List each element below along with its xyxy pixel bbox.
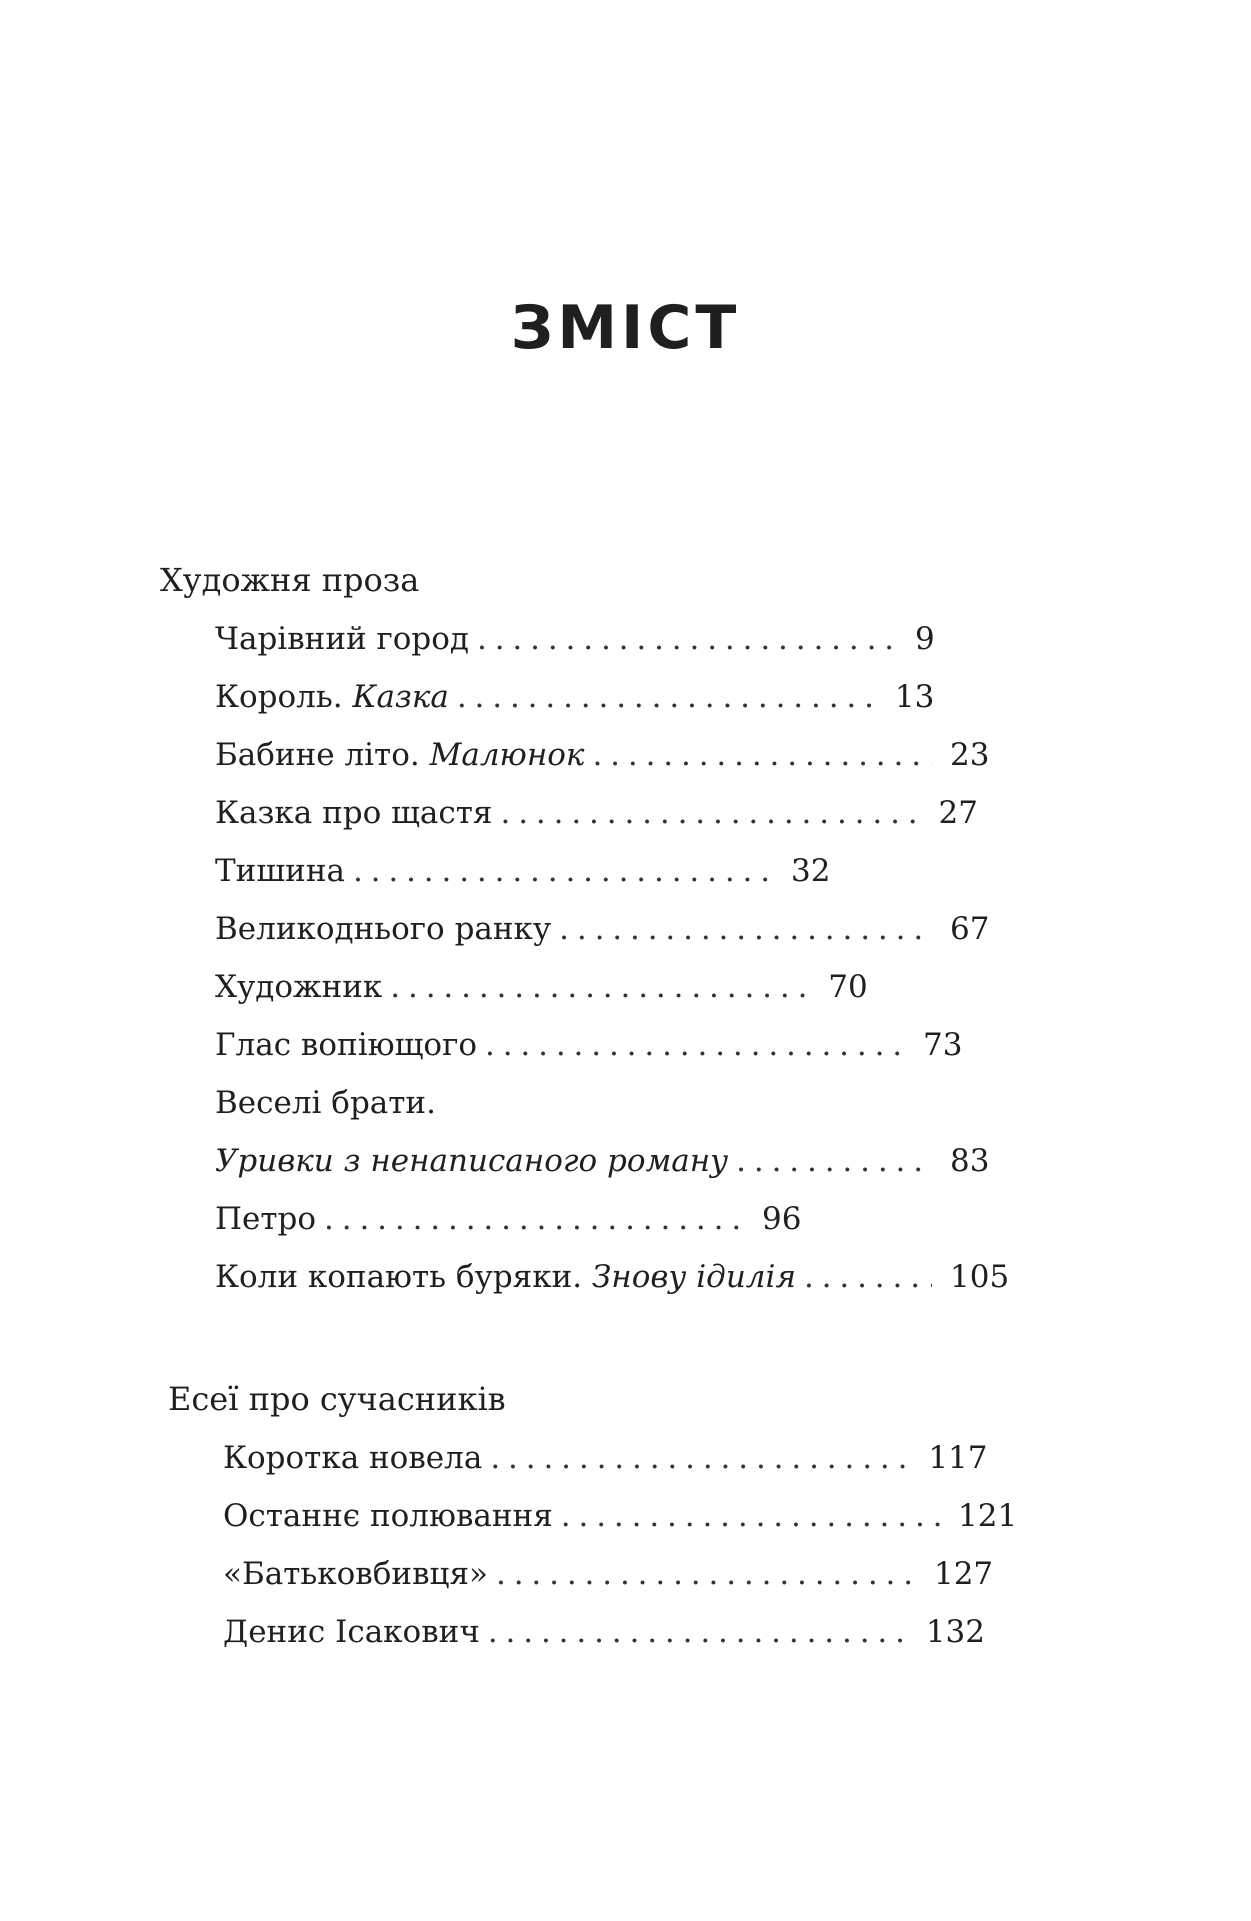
page-number: 121 — [958, 1498, 1018, 1534]
entry-title: Чарівний город — [215, 621, 469, 657]
toc-entry[interactable] — [215, 610, 1040, 668]
toc-section-fiction — [160, 556, 1040, 1306]
entry-title: Денис Ісакович — [223, 1614, 480, 1650]
page-number: 27 — [938, 795, 978, 831]
entry-title: Останнє полювання — [223, 1498, 553, 1534]
toc-entry[interactable] — [223, 1487, 1048, 1545]
entry-title: Бабине літо. — [215, 737, 420, 773]
toc-entry[interactable] — [215, 668, 1040, 726]
dot-leader — [592, 726, 932, 784]
entry-title: Казка про щастя — [215, 795, 493, 831]
entry-subtitle: Казка — [352, 679, 449, 715]
toc-entry[interactable] — [215, 958, 1040, 1016]
page-number: 70 — [828, 969, 868, 1005]
page-title: ЗМІСТ — [510, 293, 741, 363]
page-number: 67 — [950, 911, 990, 947]
dot-leader — [501, 784, 921, 842]
dot-leader — [390, 958, 810, 1016]
toc-entry[interactable] — [215, 900, 1040, 958]
dot-leader — [353, 842, 773, 900]
toc-entry[interactable] — [215, 1190, 1040, 1248]
section-heading: Художня проза — [160, 561, 420, 599]
page-number: 132 — [925, 1614, 985, 1650]
entry-title: Тишина — [215, 853, 345, 889]
dot-leader — [457, 668, 877, 726]
dot-leader — [561, 1487, 940, 1545]
toc-list — [160, 610, 1040, 1306]
dot-leader — [496, 1545, 916, 1603]
toc-list — [168, 1429, 1048, 1661]
dot-leader — [477, 610, 897, 668]
entry-title: Король. — [215, 679, 343, 715]
toc-entry[interactable] — [223, 1603, 1048, 1661]
page-number: 13 — [894, 679, 935, 715]
page-number: 96 — [762, 1201, 802, 1237]
page-number: 127 — [933, 1556, 994, 1592]
entry-title: «Батьковбивця» — [223, 1556, 488, 1592]
dot-leader — [485, 1016, 905, 1074]
page-number: 32 — [790, 853, 831, 889]
page-number: 105 — [950, 1259, 1010, 1295]
toc-entry[interactable] — [223, 1545, 1048, 1603]
toc-entry[interactable] — [223, 1429, 1048, 1487]
page-number: 73 — [923, 1027, 963, 1063]
entry-title: Петро — [215, 1201, 317, 1237]
entry-subtitle: Уривки з ненаписаного роману — [215, 1143, 729, 1179]
toc-entry[interactable] — [215, 1248, 1040, 1306]
dot-leader — [324, 1190, 744, 1248]
entry-title: Веселі брати. — [215, 1085, 436, 1121]
toc-entry[interactable] — [215, 726, 1040, 784]
toc-entry[interactable] — [215, 1074, 1040, 1190]
dot-leader — [736, 1132, 932, 1190]
section-heading: Есеї про сучасників — [168, 1380, 506, 1418]
toc-entry[interactable] — [215, 784, 1040, 842]
dot-leader — [559, 900, 932, 958]
toc-section-essays — [168, 1375, 1048, 1661]
page-number: 117 — [928, 1440, 988, 1476]
entry-subtitle: Знову ідилія — [591, 1259, 796, 1295]
dot-leader — [488, 1603, 908, 1661]
entry-title: Коротка новела — [223, 1440, 483, 1476]
toc-entry[interactable] — [215, 1016, 1040, 1074]
dot-leader — [490, 1429, 910, 1487]
page-number: 23 — [950, 737, 990, 773]
entry-subtitle: Малюнок — [429, 737, 585, 773]
page-number: 83 — [950, 1143, 990, 1179]
page-number: 9 — [915, 621, 935, 657]
entry-title: Глас вопіющого — [215, 1027, 477, 1063]
dot-leader — [804, 1248, 932, 1306]
entry-title: Великоднього ранку — [215, 911, 552, 947]
entry-title: Коли копають буряки. — [215, 1259, 583, 1295]
entry-title: Художник — [215, 969, 383, 1005]
toc-entry[interactable] — [215, 842, 1040, 900]
